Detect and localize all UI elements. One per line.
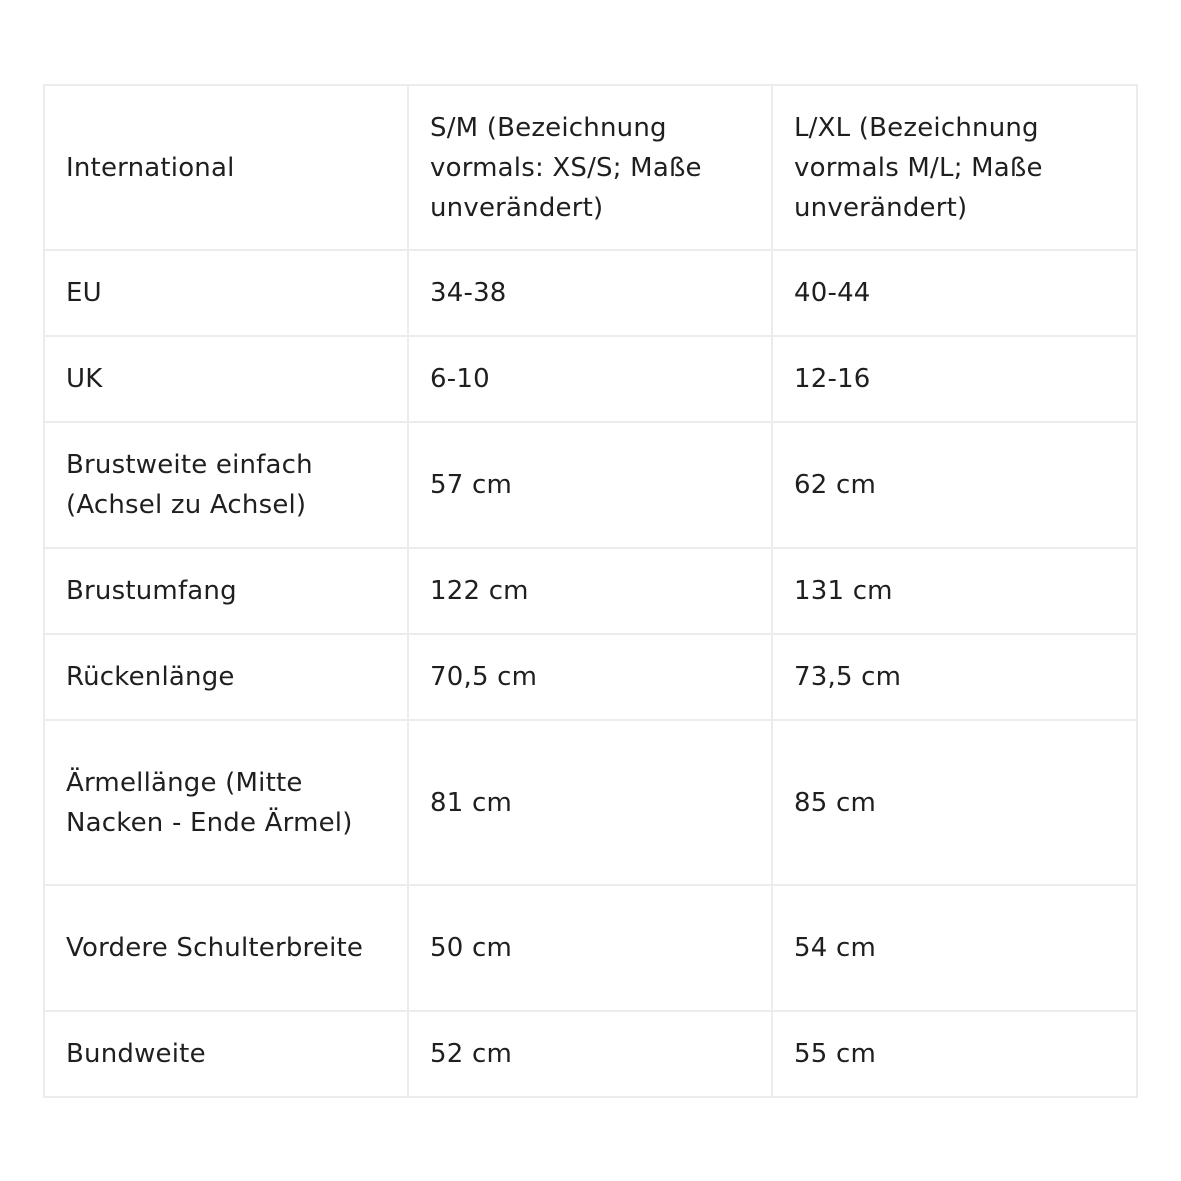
row-lxl-value-cell: 40-44 (772, 250, 1137, 336)
row-lxl-value-cell: 62 cm (772, 422, 1137, 548)
table-row (44, 422, 1137, 548)
row-label-cell: Rückenlänge (44, 634, 408, 720)
header-size-lxl-cell: L/XL (Bezeichnung vormals M/L; Maße unverändert) (772, 85, 1137, 250)
row-label-cell: Bundweite (44, 1011, 408, 1097)
row-sm-value-cell: 6-10 (408, 336, 772, 422)
row-sm-value-cell: 57 cm (408, 422, 772, 548)
row-sm-value-cell: 52 cm (408, 1011, 772, 1097)
row-sm-value-cell: 70,5 cm (408, 634, 772, 720)
table-header-row (44, 85, 1137, 250)
row-label-cell: EU (44, 250, 408, 336)
header-label-cell: International (44, 85, 408, 250)
row-sm-value-cell: 81 cm (408, 720, 772, 885)
row-sm-value-cell: 122 cm (408, 548, 772, 634)
row-label-cell: UK (44, 336, 408, 422)
table-row (44, 720, 1137, 885)
row-label-cell: Ärmellänge (Mitte Nacken - Ende Ärmel) (44, 720, 408, 885)
table-row (44, 634, 1137, 720)
table-row (44, 1011, 1137, 1097)
header-size-sm-cell: S/M (Bezeichnung vormals: XS/S; Maße unverändert) (408, 85, 772, 250)
row-lxl-value-cell: 73,5 cm (772, 634, 1137, 720)
row-lxl-value-cell: 12-16 (772, 336, 1137, 422)
row-sm-value-cell: 34-38 (408, 250, 772, 336)
row-lxl-value-cell: 54 cm (772, 885, 1137, 1011)
row-label-cell: Vordere Schulterbreite (44, 885, 408, 1011)
table-row (44, 250, 1137, 336)
row-lxl-value-cell: 55 cm (772, 1011, 1137, 1097)
row-label-cell: Brustumfang (44, 548, 408, 634)
size-table (43, 84, 1138, 1098)
table-row (44, 336, 1137, 422)
row-lxl-value-cell: 85 cm (772, 720, 1137, 885)
row-sm-value-cell: 50 cm (408, 885, 772, 1011)
table-row (44, 548, 1137, 634)
row-lxl-value-cell: 131 cm (772, 548, 1137, 634)
table-row (44, 885, 1137, 1011)
row-label-cell: Brustweite einfach (Achsel zu Achsel) (44, 422, 408, 548)
